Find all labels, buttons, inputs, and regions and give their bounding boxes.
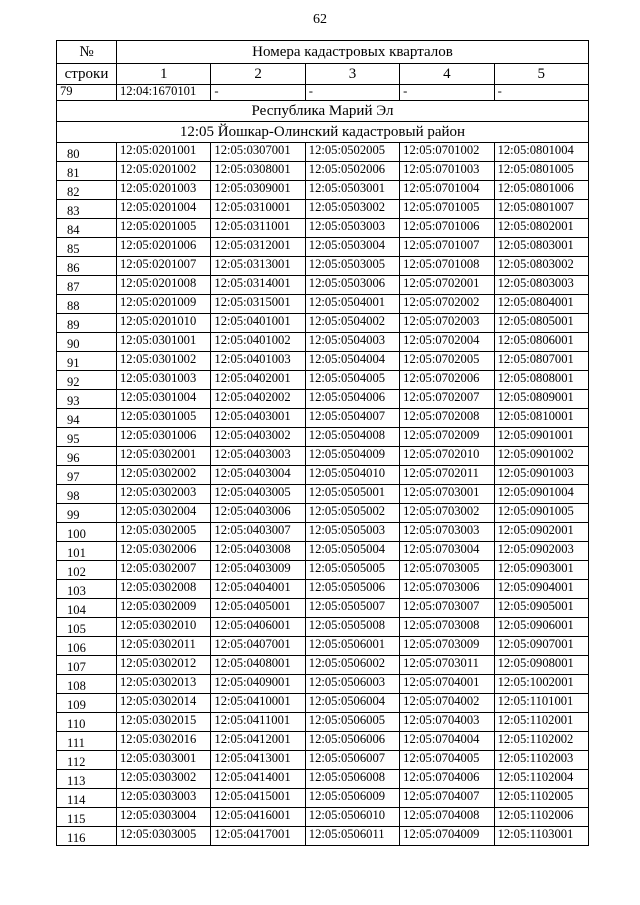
cell: 12:05:0801006 (494, 181, 588, 200)
cell: 12:05:0301002 (117, 352, 211, 371)
cell: 12:05:0504007 (305, 409, 399, 428)
cell: 12:05:0704009 (400, 827, 494, 846)
cell: 12:05:0302016 (117, 732, 211, 751)
cell: 12:05:0201009 (117, 295, 211, 314)
table-row (57, 789, 589, 808)
cell: 12:05:0302005 (117, 523, 211, 542)
table-row (57, 352, 589, 371)
cell: 12:05:0403001 (211, 409, 305, 428)
cell: 12:05:0302012 (117, 656, 211, 675)
cell: 12:05:0504002 (305, 314, 399, 333)
cell: 12:05:0301004 (117, 390, 211, 409)
cell: 12:05:0302011 (117, 637, 211, 656)
table-row (57, 542, 589, 561)
cell: 12:05:0701008 (400, 257, 494, 276)
row-number: 114 (57, 789, 117, 808)
cell: 12:05:0506005 (305, 713, 399, 732)
row-number: 80 (57, 143, 117, 162)
cell: 12:05:0703006 (400, 580, 494, 599)
table-row (57, 428, 589, 447)
row-number: 112 (57, 751, 117, 770)
cell: 12:05:0201006 (117, 238, 211, 257)
cell: 12:05:0502005 (305, 143, 399, 162)
cell: 12:05:0704003 (400, 713, 494, 732)
cell: 12:05:0402002 (211, 390, 305, 409)
table-row (57, 466, 589, 485)
cell: 12:05:0302006 (117, 542, 211, 561)
cell: 12:05:0902001 (494, 523, 588, 542)
cell: 12:05:0301005 (117, 409, 211, 428)
cell: 12:05:0402001 (211, 371, 305, 390)
cell: 12:05:0704001 (400, 675, 494, 694)
cell: 12:05:0703004 (400, 542, 494, 561)
cell: 12:05:0702001 (400, 276, 494, 295)
cell: 12:05:0201003 (117, 181, 211, 200)
header-row-1 (57, 41, 589, 64)
row-number: 113 (57, 770, 117, 789)
cell: 12:05:0401003 (211, 352, 305, 371)
page-number: 62 (313, 12, 327, 27)
cell: 12:05:0303001 (117, 751, 211, 770)
cell: 12:05:0302003 (117, 485, 211, 504)
header-group-title: Номера кадастровых кварталов (117, 41, 589, 64)
cell: 12:05:0506011 (305, 827, 399, 846)
cell: 12:05:0703007 (400, 599, 494, 618)
cell: 12:05:0301001 (117, 333, 211, 352)
cell: 12:05:0506001 (305, 637, 399, 656)
row-number: 116 (57, 827, 117, 846)
table-row (57, 447, 589, 466)
table-row (57, 200, 589, 219)
row-number: 90 (57, 333, 117, 352)
row-number: 98 (57, 485, 117, 504)
cell: 12:05:0302014 (117, 694, 211, 713)
cell: 12:05:0403005 (211, 485, 305, 504)
cell: 12:05:0807001 (494, 352, 588, 371)
cell: 12:05:0401002 (211, 333, 305, 352)
cell: 12:05:0701002 (400, 143, 494, 162)
cell: 12:05:0804001 (494, 295, 588, 314)
cell: 12:05:0302008 (117, 580, 211, 599)
cell: 12:05:0704002 (400, 694, 494, 713)
cell: 12:05:0409001 (211, 675, 305, 694)
cell: 12:05:0702005 (400, 352, 494, 371)
cell: 12:05:0302013 (117, 675, 211, 694)
cell: 12:05:0505008 (305, 618, 399, 637)
cell: 12:05:0403007 (211, 523, 305, 542)
cell: 12:05:0704004 (400, 732, 494, 751)
cell: 12:05:0506003 (305, 675, 399, 694)
row-number: 86 (57, 257, 117, 276)
table-row (57, 504, 589, 523)
header-col-3: 3 (305, 64, 399, 85)
cell: 12:05:0408001 (211, 656, 305, 675)
cell: 12:05:0312001 (211, 238, 305, 257)
cell: 12:05:0702002 (400, 295, 494, 314)
header-col-2: 2 (211, 64, 305, 85)
cell: 12:05:1101001 (494, 694, 588, 713)
cell: 12:05:0307001 (211, 143, 305, 162)
cell: 12:05:0302009 (117, 599, 211, 618)
row-number: 105 (57, 618, 117, 637)
cell: 12:05:0308001 (211, 162, 305, 181)
cadastral-quarters-table (56, 40, 589, 846)
cell: - (400, 85, 494, 101)
row-number: 84 (57, 219, 117, 238)
cell: 12:05:0406001 (211, 618, 305, 637)
cell: 12:05:0901001 (494, 428, 588, 447)
cell: 12:05:0704008 (400, 808, 494, 827)
table-row (57, 314, 589, 333)
cell: 12:05:0403003 (211, 447, 305, 466)
table-row (57, 580, 589, 599)
cell: 12:05:0701004 (400, 181, 494, 200)
table-row (57, 238, 589, 257)
row-number: 99 (57, 504, 117, 523)
cell: 12:05:0302004 (117, 504, 211, 523)
cell: 12:05:0801004 (494, 143, 588, 162)
cell: 12:05:0702010 (400, 447, 494, 466)
row-number: 95 (57, 428, 117, 447)
table-row (57, 371, 589, 390)
cell: 12:05:0506002 (305, 656, 399, 675)
cell: 12:05:0902003 (494, 542, 588, 561)
cell: 12:05:0201010 (117, 314, 211, 333)
cell: 12:05:0704005 (400, 751, 494, 770)
table-row (57, 599, 589, 618)
cell: 12:05:0403009 (211, 561, 305, 580)
header-col-1: 1 (117, 64, 211, 85)
cell: 12:05:0503005 (305, 257, 399, 276)
row-number: 108 (57, 675, 117, 694)
cell: 12:05:0301006 (117, 428, 211, 447)
cell: 12:05:0908001 (494, 656, 588, 675)
table-row (57, 618, 589, 637)
cell: 12:05:0802001 (494, 219, 588, 238)
cell: 12:05:1002001 (494, 675, 588, 694)
cell: 12:05:0201002 (117, 162, 211, 181)
row-number: 83 (57, 200, 117, 219)
row-number: 82 (57, 181, 117, 200)
section-district: 12:05 Йошкар-Олинский кадастровый район (57, 122, 589, 143)
table-row (57, 333, 589, 352)
cell: 12:05:0703009 (400, 637, 494, 656)
cell: 12:05:0701003 (400, 162, 494, 181)
cell: 12:05:1102006 (494, 808, 588, 827)
cell: 12:05:0201004 (117, 200, 211, 219)
cell: 12:05:1102002 (494, 732, 588, 751)
row-number: 100 (57, 523, 117, 542)
cell: 12:05:0901005 (494, 504, 588, 523)
cell: 12:05:0504003 (305, 333, 399, 352)
cell: 12:05:0810001 (494, 409, 588, 428)
cell: 12:05:0803002 (494, 257, 588, 276)
cell: 12:05:0809001 (494, 390, 588, 409)
cell: 12:05:0404001 (211, 580, 305, 599)
row-number: 107 (57, 656, 117, 675)
cell: 12:05:0201008 (117, 276, 211, 295)
cell: 12:05:1102003 (494, 751, 588, 770)
cell: 12:05:0903001 (494, 561, 588, 580)
cell: 12:05:0201007 (117, 257, 211, 276)
row-number: 97 (57, 466, 117, 485)
table-row (57, 637, 589, 656)
cell: 12:05:0302010 (117, 618, 211, 637)
table-row (57, 675, 589, 694)
row-number: 96 (57, 447, 117, 466)
cell: 12:05:0504010 (305, 466, 399, 485)
cell: 12:05:0904001 (494, 580, 588, 599)
row-number: 85 (57, 238, 117, 257)
cell: 12:05:0302001 (117, 447, 211, 466)
cell: 12:05:0701006 (400, 219, 494, 238)
cell: 12:05:1102001 (494, 713, 588, 732)
cell: 12:05:0403004 (211, 466, 305, 485)
cell: 12:05:0702004 (400, 333, 494, 352)
cell: 12:05:0505007 (305, 599, 399, 618)
cell: 12:05:0201001 (117, 143, 211, 162)
table-row (57, 143, 589, 162)
header-col-5: 5 (494, 64, 588, 85)
cell: 12:05:0901004 (494, 485, 588, 504)
cell: 12:05:0901002 (494, 447, 588, 466)
cell: 12:05:0405001 (211, 599, 305, 618)
cell: 12:05:0403002 (211, 428, 305, 447)
cell: 12:05:0801007 (494, 200, 588, 219)
row-number: 88 (57, 295, 117, 314)
row-number: 81 (57, 162, 117, 181)
cell: 12:05:0505001 (305, 485, 399, 504)
cell: 12:05:0503004 (305, 238, 399, 257)
cell: 12:05:0901003 (494, 466, 588, 485)
cell: 12:05:0309001 (211, 181, 305, 200)
cell: 12:05:0504005 (305, 371, 399, 390)
cell: 12:05:0302007 (117, 561, 211, 580)
header-row-2 (57, 64, 589, 85)
table-row (57, 523, 589, 542)
cell: 12:05:0412001 (211, 732, 305, 751)
cell: 12:05:0702007 (400, 390, 494, 409)
cell: 12:05:0303003 (117, 789, 211, 808)
cell: 12:05:0410001 (211, 694, 305, 713)
cell: 12:05:0504004 (305, 352, 399, 371)
row-number: 89 (57, 314, 117, 333)
row-number: 115 (57, 808, 117, 827)
cell: 12:05:0704007 (400, 789, 494, 808)
cell: 12:05:1103001 (494, 827, 588, 846)
cell: 12:05:0803003 (494, 276, 588, 295)
cell: 12:05:0506008 (305, 770, 399, 789)
cell: 12:05:0506006 (305, 732, 399, 751)
cell: 12:05:0703011 (400, 656, 494, 675)
row-number: 91 (57, 352, 117, 371)
table-row (57, 162, 589, 181)
cell: 12:05:0703003 (400, 523, 494, 542)
cell: - (305, 85, 399, 101)
cell: 12:05:0313001 (211, 257, 305, 276)
cell: 12:05:0506004 (305, 694, 399, 713)
row-number: 111 (57, 732, 117, 751)
cell: 12:05:0703008 (400, 618, 494, 637)
cell: 12:05:0704006 (400, 770, 494, 789)
cell: 12:05:0503003 (305, 219, 399, 238)
cell: 12:05:0808001 (494, 371, 588, 390)
cell: 12:05:0502006 (305, 162, 399, 181)
cell: 12:05:0403006 (211, 504, 305, 523)
cell: 12:05:1102005 (494, 789, 588, 808)
cell: 12:05:0503006 (305, 276, 399, 295)
cell: 12:05:0701005 (400, 200, 494, 219)
cell: 12:05:0703001 (400, 485, 494, 504)
header-row-label: строки (57, 64, 117, 85)
table-row (57, 751, 589, 770)
table-row (57, 390, 589, 409)
cell: 12:05:0303005 (117, 827, 211, 846)
row-number: 106 (57, 637, 117, 656)
table-row (57, 85, 589, 101)
cell: 12:05:0415001 (211, 789, 305, 808)
section-district-row (57, 122, 589, 143)
cell: 12:05:0503002 (305, 200, 399, 219)
cell: 12:05:0302002 (117, 466, 211, 485)
section-republic: Республика Марий Эл (57, 101, 589, 122)
cell: 12:05:0506009 (305, 789, 399, 808)
table-row (57, 732, 589, 751)
cell: 12:05:0302015 (117, 713, 211, 732)
row-number: 92 (57, 371, 117, 390)
cell: - (211, 85, 305, 101)
table-row (57, 656, 589, 675)
cell: 12:05:0505002 (305, 504, 399, 523)
cell: 12:05:0504008 (305, 428, 399, 447)
cell: 12:05:0414001 (211, 770, 305, 789)
cell: 12:05:0702008 (400, 409, 494, 428)
cell: 12:05:0303002 (117, 770, 211, 789)
cell: - (494, 85, 588, 101)
cell: 12:05:0503001 (305, 181, 399, 200)
cell: 12:05:0702011 (400, 466, 494, 485)
cell: 12:05:0311001 (211, 219, 305, 238)
cell: 12:05:0301003 (117, 371, 211, 390)
cell: 12:05:0413001 (211, 751, 305, 770)
row-number: 110 (57, 713, 117, 732)
cell: 12:04:1670101 (117, 85, 211, 101)
row-number: 87 (57, 276, 117, 295)
cell: 12:05:0805001 (494, 314, 588, 333)
cell: 12:05:0703002 (400, 504, 494, 523)
section-republic-row (57, 101, 589, 122)
table-row (57, 409, 589, 428)
table-row (57, 808, 589, 827)
cell: 12:05:0403008 (211, 542, 305, 561)
table-row (57, 561, 589, 580)
row-number: 94 (57, 409, 117, 428)
table-row (57, 694, 589, 713)
table-row (57, 485, 589, 504)
cell: 12:05:0505006 (305, 580, 399, 599)
table-row (57, 295, 589, 314)
row-number: 109 (57, 694, 117, 713)
cell: 12:05:0303004 (117, 808, 211, 827)
header-no: № (57, 41, 117, 64)
cell: 12:05:0201005 (117, 219, 211, 238)
row-number: 93 (57, 390, 117, 409)
cell: 12:05:1102004 (494, 770, 588, 789)
cell: 12:05:0703005 (400, 561, 494, 580)
cell: 12:05:0504001 (305, 295, 399, 314)
table-row (57, 219, 589, 238)
cell: 12:05:0702003 (400, 314, 494, 333)
cell: 12:05:0907001 (494, 637, 588, 656)
cell: 12:05:0504006 (305, 390, 399, 409)
cell: 12:05:0702009 (400, 428, 494, 447)
cell: 12:05:0701007 (400, 238, 494, 257)
cell: 12:05:0806001 (494, 333, 588, 352)
table-row (57, 827, 589, 846)
cell: 12:05:0407001 (211, 637, 305, 656)
cell: 12:05:0803001 (494, 238, 588, 257)
cell: 12:05:0506007 (305, 751, 399, 770)
cell: 12:05:0417001 (211, 827, 305, 846)
header-col-4: 4 (400, 64, 494, 85)
cell: 12:05:0505005 (305, 561, 399, 580)
cell: 12:05:0416001 (211, 808, 305, 827)
cell: 12:05:0505003 (305, 523, 399, 542)
cell: 12:05:0905001 (494, 599, 588, 618)
table-row (57, 181, 589, 200)
cell: 12:05:0315001 (211, 295, 305, 314)
table-row (57, 276, 589, 295)
cell: 12:05:0314001 (211, 276, 305, 295)
table-row (57, 257, 589, 276)
cell: 12:05:0310001 (211, 200, 305, 219)
cell: 12:05:0411001 (211, 713, 305, 732)
cell: 12:05:0505004 (305, 542, 399, 561)
row-number: 102 (57, 561, 117, 580)
cell: 12:05:0702006 (400, 371, 494, 390)
row-number: 104 (57, 599, 117, 618)
cell: 12:05:0801005 (494, 162, 588, 181)
row-number: 101 (57, 542, 117, 561)
cell: 12:05:0504009 (305, 447, 399, 466)
cell: 12:05:0506010 (305, 808, 399, 827)
cell: 12:05:0401001 (211, 314, 305, 333)
table-row (57, 770, 589, 789)
table-row (57, 713, 589, 732)
row-number: 79 (57, 85, 117, 101)
cell: 12:05:0906001 (494, 618, 588, 637)
row-number: 103 (57, 580, 117, 599)
